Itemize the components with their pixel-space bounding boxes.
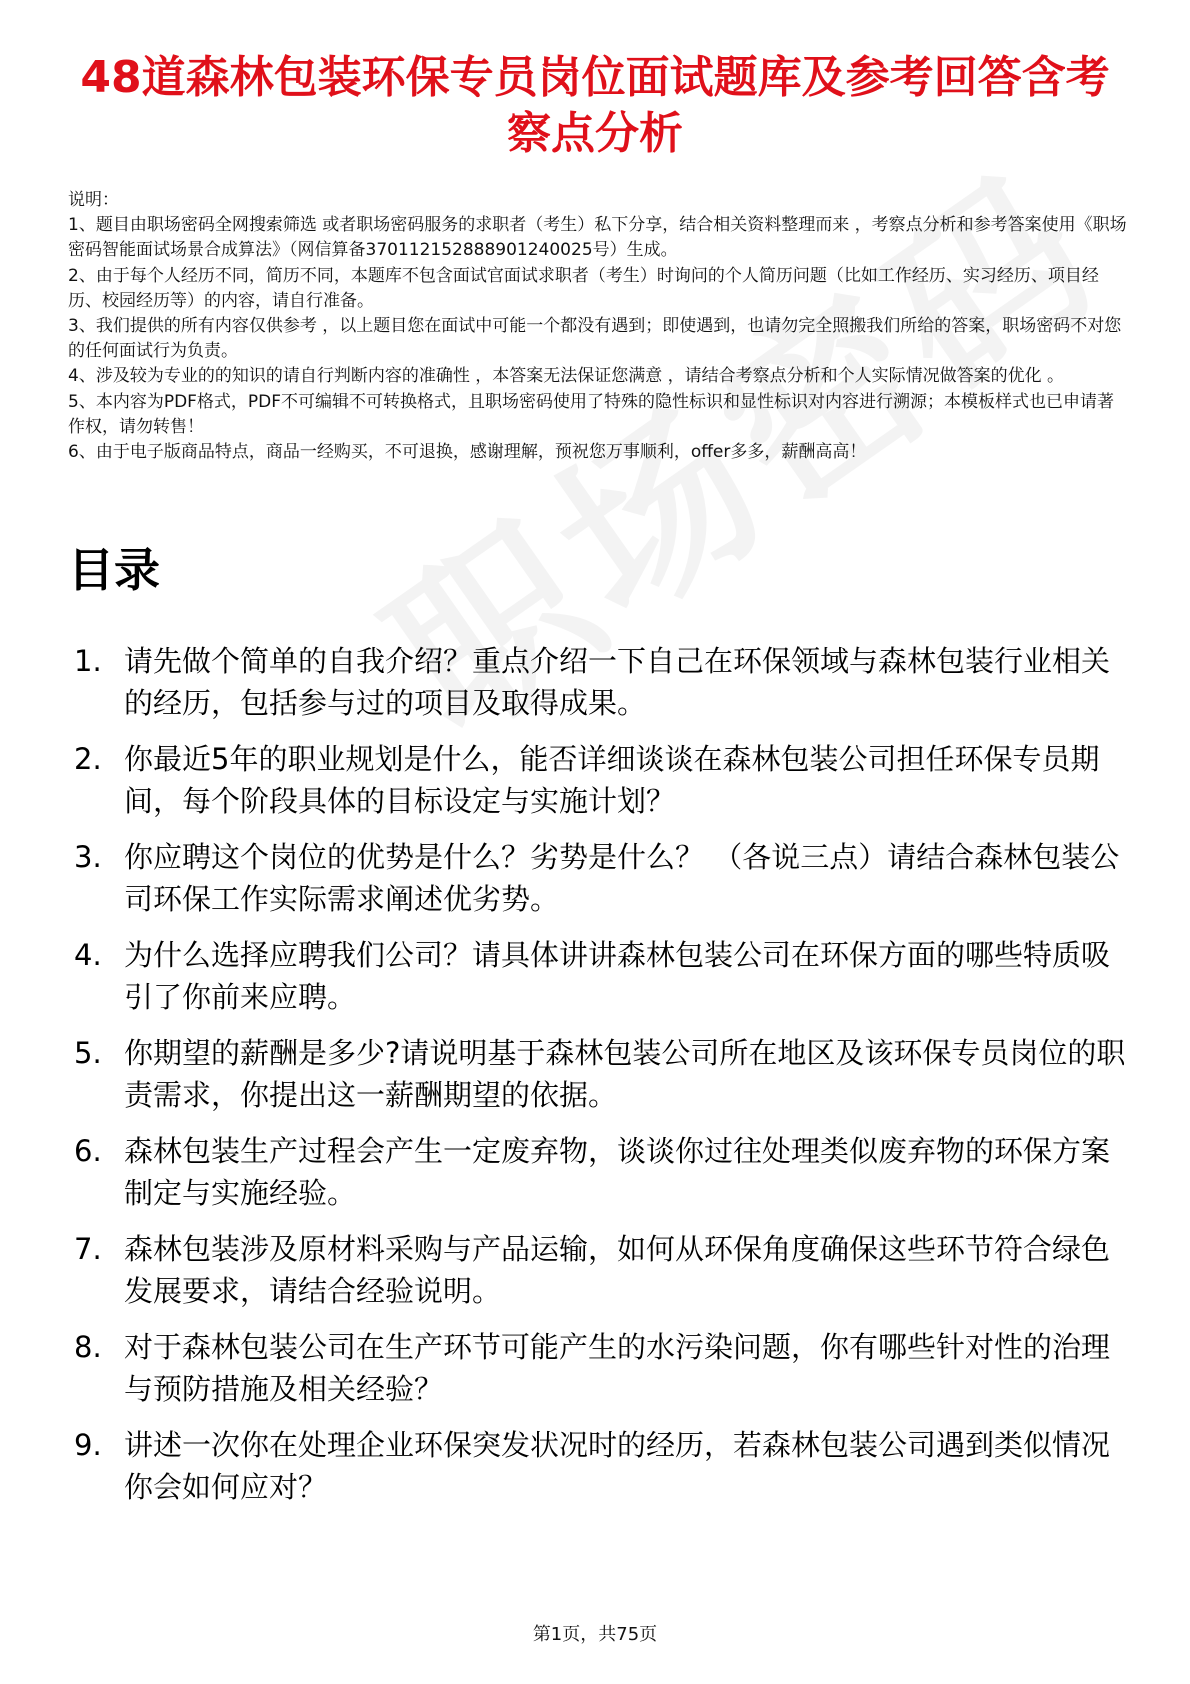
question-number: 6. (74, 1134, 102, 1168)
question-text: 你期望的薪酬是多少?请说明基于森林包装公司所在地区及该环保专员岗位的职责需求，你提出这一薪酬期望的依据。 (124, 1036, 1126, 1112)
question-item[interactable] (74, 934, 1134, 1032)
document-title: 48道森林包装环保专员岗位面试题库及参考回答含考察点分析 (80, 52, 1110, 159)
question-number: 9. (74, 1428, 102, 1462)
note-line: 6、由于电子版商品特点，商品一经购买，不可退换，感谢理解，预祝您万事顺利，offer多多，薪酬高高！ (68, 442, 867, 463)
question-text: 森林包装涉及原材料采购与产品运输，如何从环保角度确保这些环节符合绿色发展要求，请结合经验说明。 (124, 1232, 1111, 1308)
note-line: 1、题目由职场密码全网搜索筛选 或者职场密码服务的求职者（考生）私下分享，结合相关资料整理而来 ，考察点分析和参考答案使用《职场密码智能面试场景合成算法》（网信算备370112152888901240025号）生成。 (68, 215, 1127, 261)
note-line: 5、本内容为PDF格式，PDF不可编辑不可转换格式，且职场密码使用了特殊的隐性标识和显性标识对内容进行溯源；本模板样式也已申请著作权，请勿转售！ (68, 391, 1115, 437)
question-number: 2. (74, 742, 102, 776)
question-item[interactable] (74, 738, 1134, 836)
question-text: 讲述一次你在处理企业环保突发状况时的经历，若森林包装公司遇到类似情况你会如何应对？ (124, 1428, 1111, 1504)
toc-heading: 目录 (68, 543, 160, 597)
question-list (74, 640, 1134, 1522)
question-number: 5. (74, 1036, 102, 1070)
question-text: 为什么选择应聘我们公司？请具体讲讲森林包装公司在环保方面的哪些特质吸引了你前来应聘。 (124, 938, 1111, 1014)
note-line: 2、由于每个人经历不同，简历不同，本题库不包含面试官面试求职者（考生）时询问的个人简历问题（比如工作经历、实习经历、项目经历、校园经历等）的内容，请自行准备。 (68, 265, 1099, 311)
question-number: 8. (74, 1330, 102, 1364)
question-text: 你最近5年的职业规划是什么，能否详细谈谈在森林包装公司担任环保专员期间，每个阶段具体的目标设定与实施计划？ (124, 742, 1100, 818)
question-number: 4. (74, 938, 102, 972)
question-item[interactable] (74, 836, 1134, 934)
question-item[interactable] (74, 1326, 1134, 1424)
page-footer: 第1页，共75页 (532, 1624, 658, 1645)
note-line: 4、涉及较为专业的的知识的请自行判断内容的准确性 ，本答案无法保证您满意 ，请结合考察点分析和个人实际情况做答案的优化 。 (68, 366, 1065, 387)
question-text: 对于森林包装公司在生产环节可能产生的水污染问题，你有哪些针对性的治理与预防措施及相关经验？ (124, 1330, 1111, 1406)
note-line: 3、我们提供的所有内容仅供参考 ，以上题目您在面试中可能一个都没有遇到；即使遇到，也请勿完全照搬我们所给的答案，职场密码不对您的任何面试行为负责。 (68, 316, 1122, 362)
question-item[interactable] (74, 1032, 1134, 1130)
question-number: 1. (74, 644, 102, 678)
question-item[interactable] (74, 1228, 1134, 1326)
question-item[interactable] (74, 1424, 1134, 1522)
question-text: 森林包装生产过程会产生一定废弃物，谈谈你过往处理类似废弃物的环保方案制定与实施经验。 (124, 1134, 1111, 1210)
question-item[interactable] (74, 640, 1134, 738)
question-number: 3. (74, 840, 102, 874)
notes-section (68, 188, 1128, 465)
question-number: 7. (74, 1232, 102, 1266)
notes-label: 说明： (68, 190, 119, 210)
question-item[interactable] (74, 1130, 1134, 1228)
question-text: 你应聘这个岗位的优势是什么？劣势是什么？ （各说三点）请结合森林包装公司环保工作实际需求阐述优劣势。 (124, 840, 1120, 916)
question-text: 请先做个简单的自我介绍？重点介绍一下自己在环保领域与森林包装行业相关的经历，包括参与过的项目及取得成果。 (124, 644, 1111, 720)
